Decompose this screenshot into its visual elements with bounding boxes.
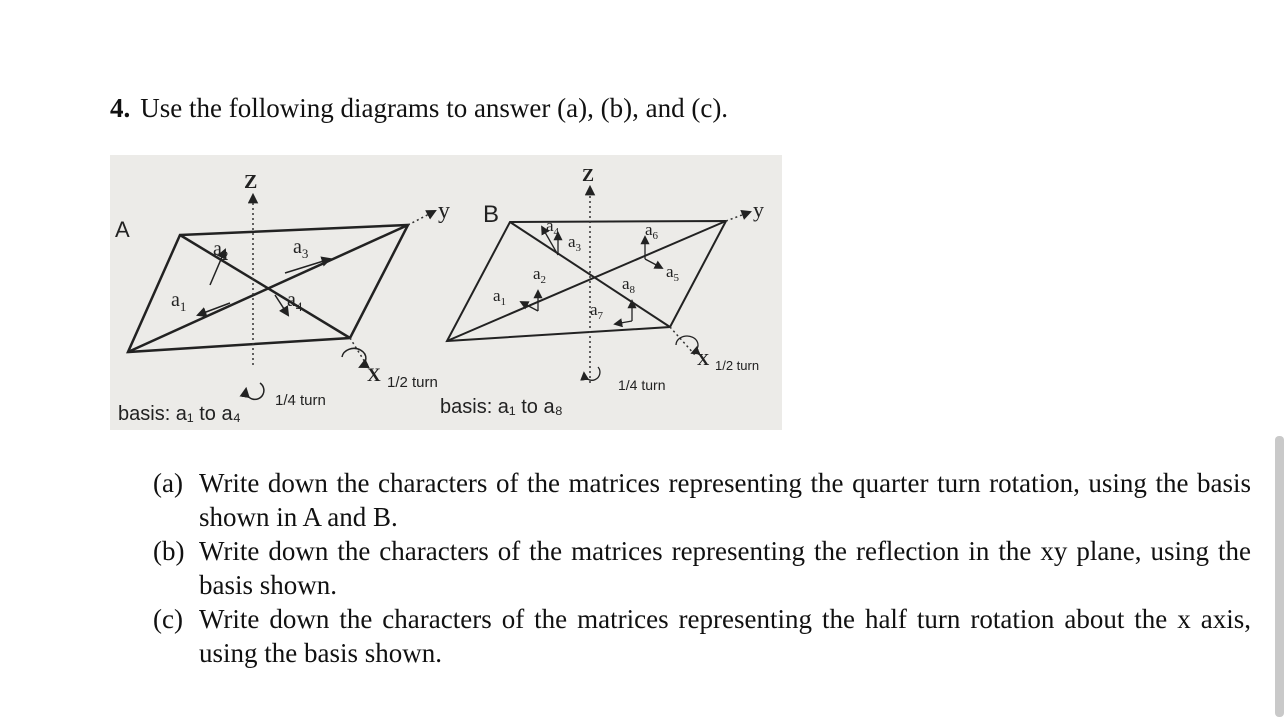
question-number: 4. [110,93,131,123]
part-label: (a) [153,468,183,498]
diagram-b-z-label: Z [582,165,595,185]
label-b7: $a_7$ [590,300,604,322]
question-text: Use the following diagrams to answer (a), (b), and (c). [140,93,729,123]
label-b2: $a_2$ [533,264,547,286]
label-a3: $a_3$ [293,236,309,261]
part-text: Write down the characters of the matrices representing the reflection in the xy plane, using the basis shown. [199,536,1251,600]
diagram-a-basis-caption: basis: a₁ to a₄ [118,403,241,425]
diagram-a-x-label: X [367,365,381,386]
label-b6: $a_6$ [645,220,659,242]
part-c [153,603,1251,670]
label-a4: $a_4$ [287,289,303,314]
diagram-a-half-turn-label: 1/2 turn [387,374,438,391]
diagram-a-quarter-turn-label: 1/4 turn [275,392,326,409]
diagram-b-half-turn-label: 1/2 turn [715,358,760,373]
question-parts [153,467,1251,671]
label-a1: $a_1$ [171,289,187,314]
diagram-b-basis-caption: basis: a₁ to a₈ [440,396,563,418]
diagram-b-y-axis [726,212,750,221]
diagram-a-diagonal-2 [128,225,408,352]
vector-b7 [615,321,632,324]
question-heading [110,88,728,128]
figure-svg [110,155,782,430]
symmetry-figure [110,155,782,430]
part-text: Write down the characters of the matrices representing the quarter turn rotation, using the basis shown in A and B. [199,468,1251,532]
label-b3: $a_3$ [568,232,582,254]
diagram-b-x-axis [670,327,695,355]
label-b8: $a_8$ [622,274,636,296]
label-a2: $a_2$ [213,238,229,263]
diagram-b-x-label: X [697,350,710,369]
label-b4: $a_4$ [546,216,560,238]
scrollbar[interactable] [1275,436,1284,717]
diagram-a-diagonal-1 [180,235,350,338]
half-turn-arrow-a-icon [342,348,366,367]
diagram-b [440,165,764,418]
quarter-turn-arrow-b-icon [584,367,600,380]
diagram-b-diagonal-2 [447,221,726,341]
part-a [153,467,1251,534]
part-text: Write down the characters of the matrices representing the half turn rotation about the x axis, using the basis shown. [199,604,1251,668]
diagram-b-quarter-turn-label: 1/4 turn [618,377,666,393]
diagram-a-y-label: y [438,198,450,224]
part-label: (b) [153,536,185,566]
quarter-turn-arrow-a-icon [246,383,264,399]
label-b1: $a_1$ [493,286,507,308]
part-label: (c) [153,604,183,634]
half-turn-arrow-b-icon [676,336,698,353]
part-b [153,535,1251,602]
diagram-a-z-label: Z [244,171,258,193]
diagram-a [115,171,450,425]
label-b5: $a_5$ [666,262,680,284]
vector-b5 [645,259,662,268]
diagram-a-y-axis [408,211,435,225]
diagram-a-label: A [115,217,130,242]
diagram-b-y-label: y [753,197,764,222]
diagram-b-label: B [483,201,500,228]
